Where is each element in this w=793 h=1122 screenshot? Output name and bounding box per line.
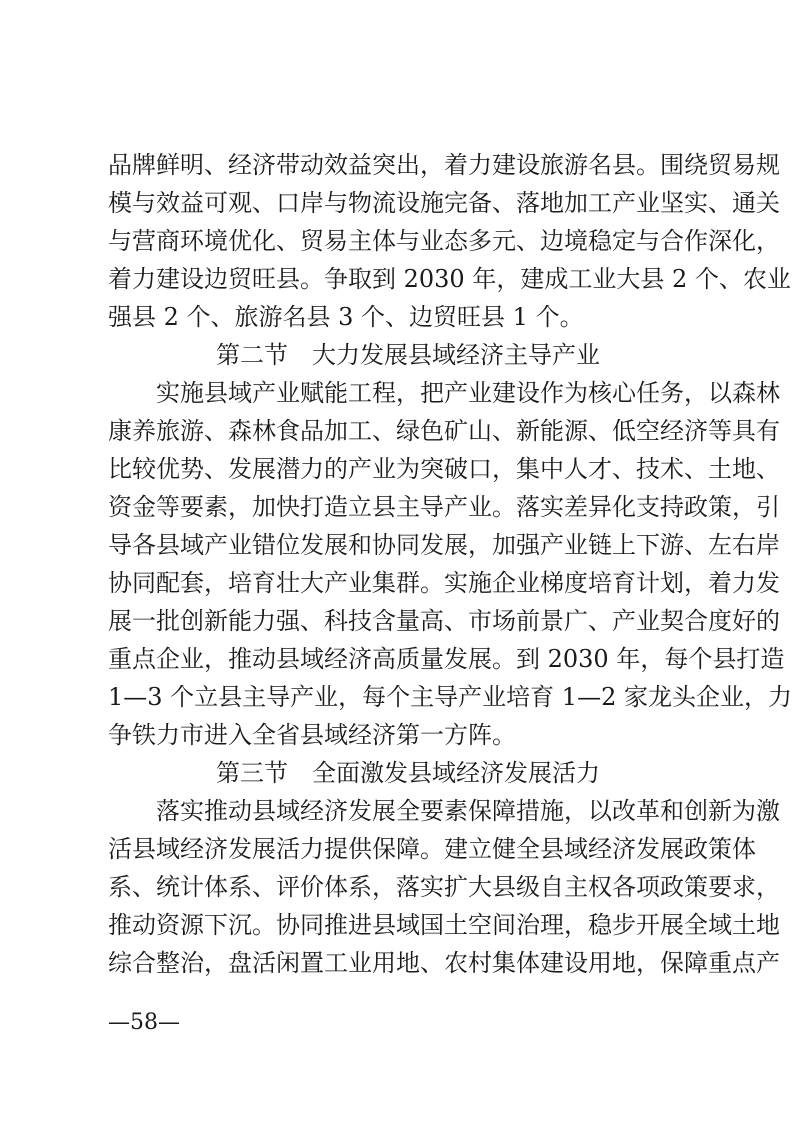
paragraph-2-line-7: 展一批创新能力强、科技含量高、市场前景广、产业契合度好的 bbox=[108, 607, 780, 635]
paragraph-3-line-4: 推动资源下沉。协同推进县域国土空间治理，稳步开展全域土地 bbox=[108, 911, 780, 939]
section-heading-2: 第二节 大力发展县域经济主导产业 bbox=[216, 341, 600, 369]
paragraph-3-line-1: 落实推动县域经济发展全要素保障措施，以改革和创新为激 bbox=[108, 797, 780, 825]
page-number: —58— bbox=[108, 1010, 180, 1035]
paragraph-1-line-4: 着力建设边贸旺县。争取到 2030 年，建成工业大县 2 个、农业 bbox=[108, 265, 791, 293]
paragraph-1-line-2: 模与效益可观、口岸与物流设施完备、落地加工产业坚实、通关 bbox=[108, 189, 780, 217]
paragraph-2-line-5: 导各县域产业错位发展和协同发展，加强产业链上下游、左右岸 bbox=[108, 531, 780, 559]
paragraph-2-line-8: 重点企业，推动县域经济高质量发展。到 2030 年，每个县打造 bbox=[108, 645, 785, 673]
paragraph-2-line-3: 比较优势、发展潜力的产业为突破口，集中人才、技术、土地、 bbox=[108, 455, 780, 483]
paragraph-3-line-3: 系、统计体系、评价体系，落实扩大县级自主权各项政策要求， bbox=[108, 873, 780, 901]
section-heading-3: 第三节 全面激发县域经济发展活力 bbox=[216, 759, 600, 787]
paragraph-3-line-2: 活县域经济发展活力提供保障。建立健全县域经济发展政策体 bbox=[108, 835, 756, 863]
paragraph-3-line-5: 综合整治，盘活闲置工业用地、农村集体建设用地，保障重点产 bbox=[108, 949, 780, 977]
paragraph-1-line-1: 品牌鲜明、经济带动效益突出，着力建设旅游名县。围绕贸易规 bbox=[108, 151, 780, 179]
paragraph-2-line-10: 争铁力市进入全省县域经济第一方阵。 bbox=[108, 721, 516, 749]
paragraph-2-line-1: 实施县域产业赋能工程，把产业建设作为核心任务，以森林 bbox=[108, 379, 780, 407]
paragraph-2-line-2: 康养旅游、森林食品加工、绿色矿山、新能源、低空经济等具有 bbox=[108, 417, 780, 445]
paragraph-1-line-5: 强县 2 个、旅游名县 3 个、边贸旺县 1 个。 bbox=[108, 303, 584, 331]
paragraph-2-line-9: 1—3 个立县主导产业，每个主导产业培育 1—2 家龙头企业，力 bbox=[108, 683, 792, 711]
paragraph-1-line-3: 与营商环境优化、贸易主体与业态多元、边境稳定与合作深化， bbox=[108, 227, 780, 255]
paragraph-2-line-6: 协同配套，培育壮大产业集群。实施企业梯度培育计划，着力发 bbox=[108, 569, 780, 597]
paragraph-2-line-4: 资金等要素，加快打造立县主导产业。落实差异化支持政策，引 bbox=[108, 493, 780, 521]
